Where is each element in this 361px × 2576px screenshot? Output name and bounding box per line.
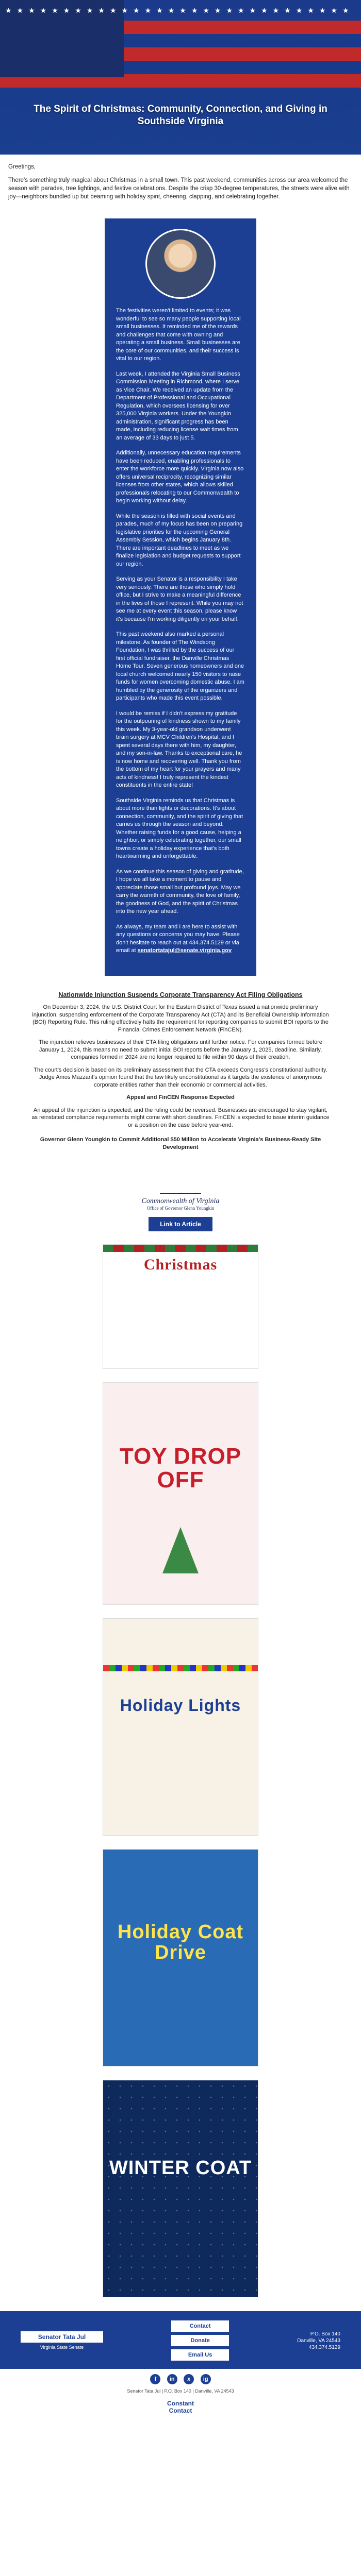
commonwealth-logo: [0, 1173, 361, 1211]
link-to-article-button[interactable]: Link to Article: [149, 1217, 212, 1231]
flyer-title: TOY DROP OFF: [119, 1444, 242, 1493]
article-paragraph: The injunction relieves businesses of their CTA filing obligations until further notice. For companies formed before January 1, 2024, this means no need to submit initial BOI reports before the January 1, 2025, deadline. Similarly, companies formed in 2024 are no longer required to file within 90 days of their creation.: [38, 1039, 323, 1060]
contact-button[interactable]: Contact: [171, 2320, 229, 2332]
winter-coat-flyer: [103, 2080, 258, 2297]
letter-paragraph: As we continue this season of giving and gratitude, I hope we all take a moment to pause and appreciate those small but profound joys. May we carry the warmth of community, the love of family, the goodness of God, and the spirit of Christmas into the new year ahead.: [116, 868, 244, 914]
article-governor-subhead: Governor Glenn Youngkin to Commit Additional $50 Million to Accelerate Virginia's Business-Ready Site Development: [40, 1137, 321, 1150]
cc-logo-bottom: Contact: [169, 2407, 192, 2414]
letter-paragraph: Serving as your Senator is a responsibility I take very seriously. There are those who simply hold office, but I strive to make a meaningful difference in the lives of those I represent. While you may not see me at every event this season, please know it's because I'm working diligently on your behalf.: [116, 576, 243, 622]
letter-paragraph: While the season is filled with social events and parades, much of my focus has been on preparing legislative priorities for the upcoming General Assembly Session, which begins January 8th. There are important deadlines to meet as we finalize legislation and budget requests to support our region.: [116, 513, 243, 567]
letter-paragraph: I would be remiss if I didn't express my gratitude for the outpouring of kindness shown to my family this week. My 3-year-old grandson underwent brain surgery at MCV Children's Hospital, and I spent several days there with him, my daughter, and my son-in-law. Thanks to exceptional care, he is now home and recovering well. Thank you from the bottom of my heart for your prayers and many acts of kindness! I truly represent the kindest constituents in the entire state!: [116, 710, 242, 788]
letter-contact-paragraph: [116, 923, 245, 955]
senator-letter: [105, 218, 256, 976]
hero-banner: [0, 0, 361, 155]
constant-contact-logo[interactable]: [0, 2397, 361, 2425]
intro-paragraph: There's something truly magical about Christmas in a small town. This past weekend, communities across our area welcomed the season with parades, tree lightings, and festive celebrations. Despite the crisp 30-degree temperatures, the streets were alive with joy—neighbors bundled up but beaming with holiday spirit, cheering, clapping, and celebrating together.: [8, 177, 350, 200]
commonwealth-name: Commonwealth of Virginia: [141, 1197, 220, 1205]
hero-headline: The Spirit of Christmas: Community, Connection, and Giving in Southside Virginia: [34, 104, 327, 127]
flyer-title: Christmas: [143, 1256, 218, 1273]
flag-stars-icon: ★★★★★★★★★★★★★★★★★★★★★★★★★★★★★★: [0, 0, 124, 77]
article-paragraph: The court's decision is based on its preliminary assessment that the CTA exceeds Congress's constitutional authority. Judge Amos Mazzant's opinion found that the law likely unconstitutional as it targets the existence of anonymous corporate entities rather than their economic or commercial activities.: [34, 1066, 327, 1088]
footer-address: [297, 2331, 340, 2351]
commonwealth-tagline: Office of Governor Glenn Youngkin: [146, 1206, 215, 1211]
garland-decoration: [103, 1245, 258, 1252]
flyer-title: Holiday Coat Drive: [117, 1921, 244, 1963]
senator-photo: [145, 229, 216, 299]
snowflakes-icon: [103, 2080, 258, 2297]
address-line: P.O. Box 140: [310, 2331, 340, 2337]
address-line: Danville, VA 24543: [297, 2337, 340, 2344]
instagram-icon[interactable]: ig: [201, 2374, 211, 2384]
article-subheading: Appeal and FinCEN Response Expected: [126, 1094, 235, 1100]
letter-paragraph: Southside Virginia reminds us that Christmas is about more than lights or decorations. It's about connection, community, and the spirit of giving that carries us through the season and beyond. Whether raising funds for a good cause, helping a neighbor, or simply celebrating together, our small towns create a holiday experience that's both heartwarming and unforgettable.: [116, 797, 243, 859]
toy-drop-off-flyer: [103, 1383, 258, 1604]
string-lights-icon: [103, 1665, 258, 1671]
footer-logo-name: Senator Tata Jul: [21, 2331, 103, 2343]
greeting: Greetings,: [8, 164, 36, 170]
footer-buttons: [171, 2320, 229, 2361]
email-us-button[interactable]: Email Us: [171, 2349, 229, 2361]
holiday-lights-flyer: [103, 1619, 258, 1835]
facebook-icon[interactable]: f: [150, 2374, 160, 2384]
holiday-coat-drive-flyer: [103, 1850, 258, 2066]
christmas-event-flyer: [103, 1245, 258, 1368]
christmas-tree-icon: [162, 1527, 199, 1573]
legal-footer: Senator Tata Jul | P.O. Box 140 | Danville, VA 24543: [127, 2388, 234, 2394]
footer-logo-sub: Virginia State Senate: [40, 2345, 84, 2350]
senator-email-link[interactable]: senatortatajul@senate.virginia.gov: [137, 947, 232, 954]
letter-paragraph: Additionally, unnecessary education requirements have been reduced, enabling professionals to enter the workforce more quickly. Virginia now also offers universal reciprocity, recognizing similar licenses from other states, which allows skilled professionals relocating to our Commonwealth to begin working without delay.: [116, 450, 244, 504]
cc-logo-top: Constant: [167, 2400, 194, 2407]
article-title: Nationwide Injunction Suspends Corporate Transparency Act Filing Obligations: [58, 991, 303, 998]
x-twitter-icon[interactable]: x: [184, 2374, 194, 2384]
social-links: [0, 2369, 361, 2386]
letter-paragraph: The festivities weren't limited to events; it was wonderful to see so many people supporting local small businesses. It reminded me of the rewards and challenges that come with owning and operating a small business. Small businesses are the core of our communities, and their success is vital to our region.: [116, 308, 241, 362]
flyer-title: WINTER COAT: [109, 2157, 252, 2179]
footer: [0, 2311, 361, 2369]
letter-paragraph: This past weekend also marked a personal milestone. As founder of The Windsong Foundation, I was thrilled by the success of our first official fundraiser, the Danville Christmas Home Tour. Seven generous homeowners and one local church welcomed nearly 150 visitors to raise funds for women overcoming domestic abuse. I am humbled by the generosity of the organizers and participants who made this event possible.: [116, 631, 244, 701]
letter-paragraph: Last week, I attended the Virginia Small Business Commission Meeting in Richmond, where I serve as Vice Chair. We received an update from the Department of Professional and Occupational Regulation, which oversees licensing for over 325,000 Virginia workers. Under the Youngkin administration, significant progress has been made, including reducing license wait times from an average of 33 days to just 5.: [116, 370, 240, 441]
cta-article: [0, 976, 361, 1162]
virginia-seal-icon: [160, 1173, 201, 1194]
article-paragraph: An appeal of the injunction is expected, and the ruling could be reversed. Businesses are encouraged to stay vigilant, as reinstated compliance requirements might come with short deadlines. FinCEN is expected to issue interim guidance or a position on the case before year-end.: [31, 1107, 330, 1128]
link-button-wrap: [0, 1217, 361, 1231]
phone-number: 434.374.5129: [308, 2344, 340, 2350]
intro-section: [0, 155, 361, 211]
flyer-title: Holiday Lights: [120, 1696, 241, 1715]
linkedin-icon[interactable]: in: [167, 2374, 177, 2384]
donate-button[interactable]: Donate: [171, 2335, 229, 2346]
article-paragraph: On December 3, 2024, the U.S. District Court for the Eastern District of Texas issued a nationwide preliminary injunction, suspending enforcement of the Corporate Transparency Act (CTA) and its Beneficial Ownership Information (BOI) Reporting Rule. This ruling effectively halts the requirement for reporting companies to submit BOI reports to the Financial Crimes Enforcement Network (FinCEN).: [32, 1004, 329, 1033]
letter-contact-text: As always, my team and I are here to assist with any questions or concerns you may have. Please don't hesitate to reach out at 434.374.5129 or via email at: [116, 923, 240, 954]
footer-logo: [21, 2331, 103, 2350]
